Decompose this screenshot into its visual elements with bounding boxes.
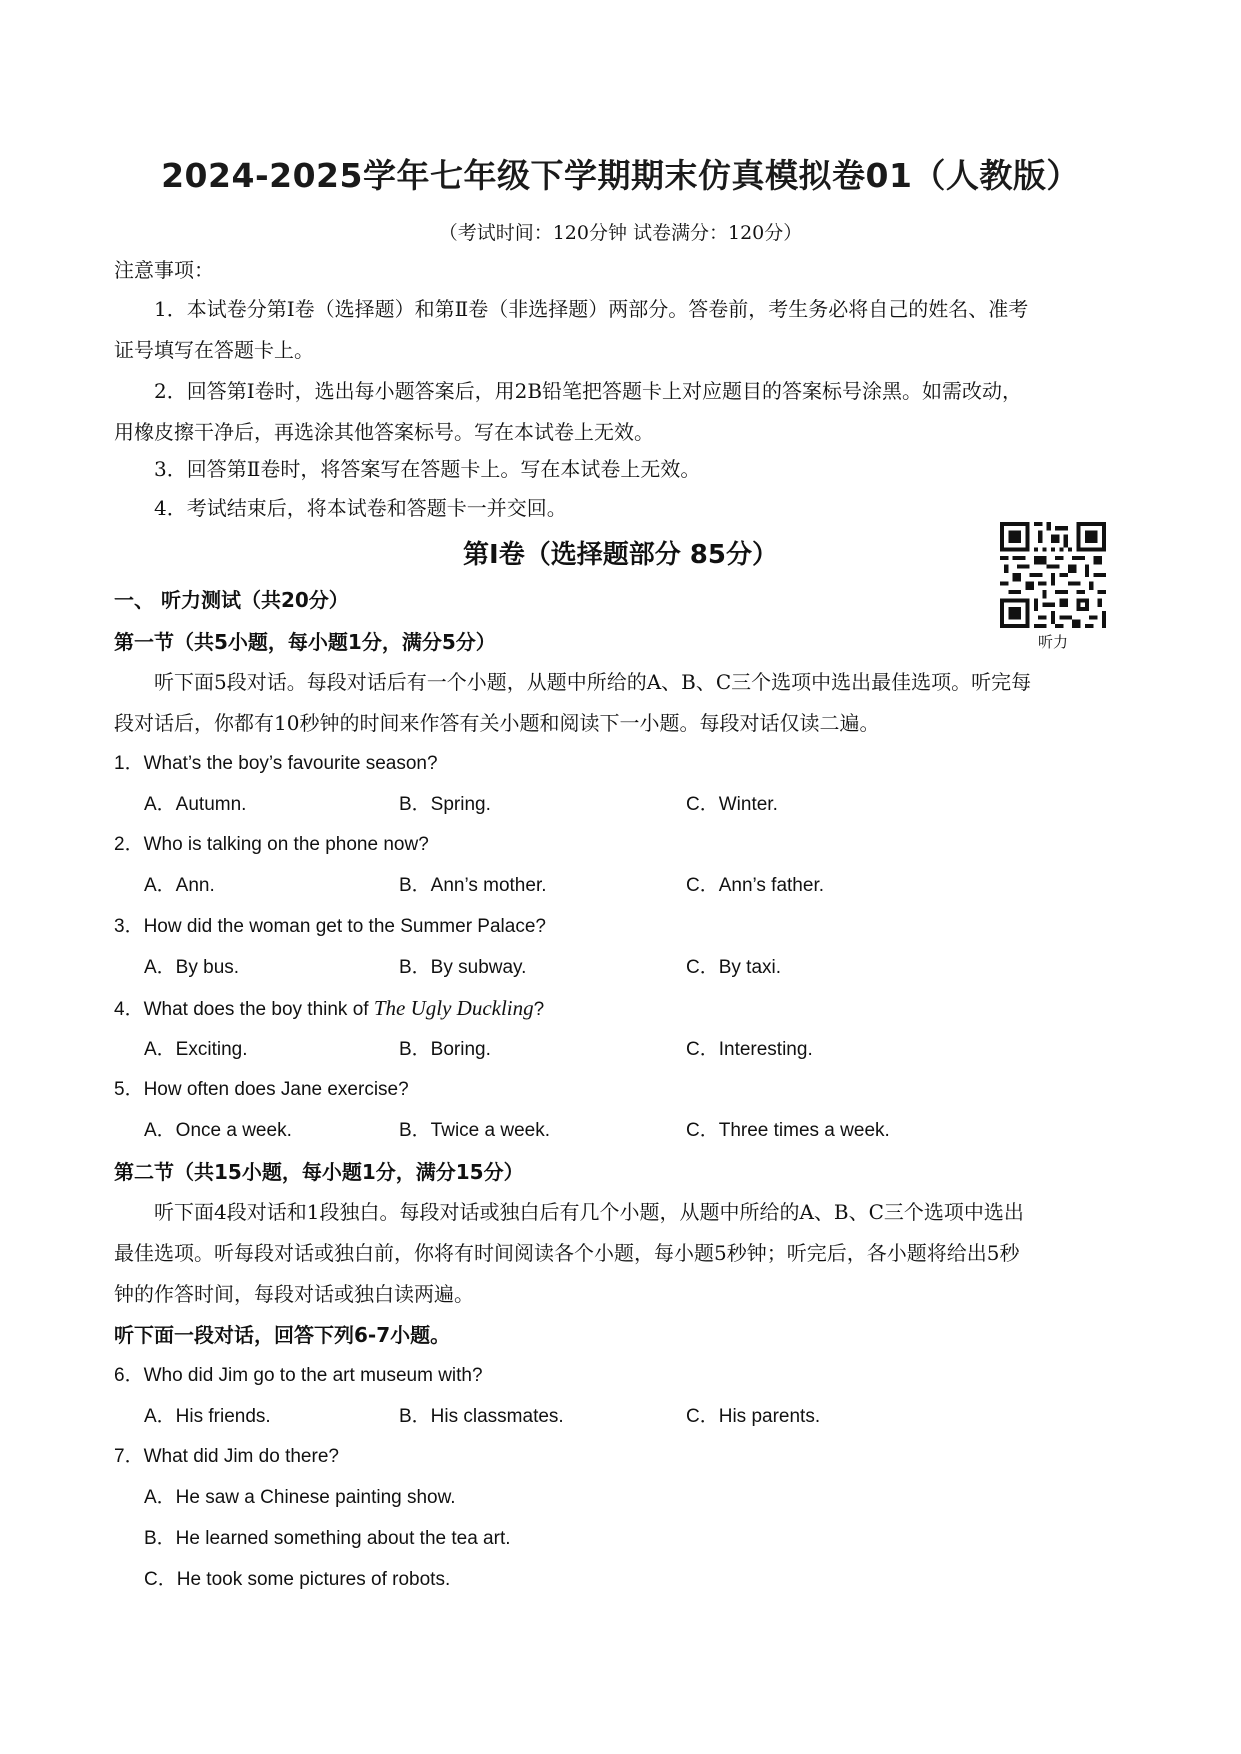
option-a[interactable]: A．Autumn. — [144, 794, 247, 815]
question-6 — [114, 1362, 483, 1390]
question-stem: What did Jim do there? — [143, 1446, 339, 1467]
exam-info: （考试时间：120分钟 试卷满分：120分） — [438, 222, 803, 244]
option-b[interactable]: B．By subway. — [399, 957, 527, 978]
question-number: 6． — [114, 1365, 144, 1386]
option-b[interactable]: B．His classmates. — [399, 1406, 564, 1427]
option-c[interactable]: C．By taxi. — [686, 957, 782, 978]
option-b[interactable]: B．Boring. — [399, 1039, 491, 1060]
option-a[interactable]: A．Once a week. — [144, 1120, 292, 1141]
question-number: 2． — [114, 834, 144, 855]
option-a[interactable]: A．Exciting. — [144, 1039, 248, 1060]
notice-heading: 注意事项： — [114, 258, 214, 282]
sub1-instructions-line1: 听下面5段对话。每段对话后有一个小题，从题中所给的A、B、C三个选项中选出最佳选项。听完每 — [154, 670, 1032, 694]
sub2-instructions-line2: 最佳选项。听每段对话或独白前，你将有时间阅读各个小题，每小题5秒钟；听完后，各小题将给出5秒 — [114, 1241, 1020, 1265]
question-5 — [114, 1076, 409, 1104]
sub1-instructions-line2: 段对话后，你都有10秒钟的时间来作答有关小题和阅读下一小题。每段对话仅读二遍。 — [114, 711, 880, 735]
question-stem-end: ? — [533, 999, 545, 1020]
question-number: 7． — [114, 1446, 144, 1467]
group-heading: 听下面一段对话，回答下列6-7小题。 — [114, 1323, 451, 1347]
sub1-heading: 第一节（共5小题，每小题1分，满分5分） — [114, 630, 496, 654]
question-4 — [114, 994, 544, 1024]
part1-heading: 一、 听力测试（共20分） — [114, 588, 349, 612]
question-stem: How often does Jane exercise? — [143, 1079, 409, 1100]
option-a[interactable]: A．Ann. — [144, 875, 215, 896]
option-c[interactable]: C．He took some pictures of robots. — [144, 1569, 451, 1590]
question-1 — [114, 750, 438, 778]
question-2 — [114, 831, 429, 859]
notice-item-1-line1: 1．本试卷分第Ⅰ卷（选择题）和第Ⅱ卷（非选择题）两部分。答卷前，考生务必将自己的姓名、准考 — [154, 297, 1029, 321]
option-c[interactable]: C．Winter. — [686, 794, 778, 815]
option-b[interactable]: B．Twice a week. — [399, 1120, 550, 1141]
question-stem: What’s the boy’s favourite season? — [143, 753, 438, 774]
question-stem: Who did Jim go to the art museum with? — [143, 1365, 483, 1386]
sub2-instructions-line1: 听下面4段对话和1段独白。每段对话或独白后有几个小题，从题中所给的A、B、C三个选项中选出 — [154, 1200, 1024, 1224]
notice-item-1-line2: 证号填写在答题卡上。 — [114, 338, 314, 362]
sub2-heading: 第二节（共15小题，每小题1分，满分15分） — [114, 1160, 524, 1184]
question-number: 5． — [114, 1079, 144, 1100]
qr-label: 听力 — [1037, 633, 1068, 651]
option-c[interactable]: C．Interesting. — [686, 1039, 813, 1060]
section-title: 第Ⅰ卷（选择题部分 85分） — [463, 540, 778, 570]
notice-item-4: 4．考试结束后，将本试卷和答题卡一并交回。 — [154, 496, 567, 520]
question-7 — [114, 1443, 339, 1471]
option-c[interactable]: C．His parents. — [686, 1406, 821, 1427]
sub2-instructions-line3: 钟的作答时间，每段对话或独白读两遍。 — [114, 1282, 474, 1306]
notice-item-3: 3．回答第Ⅱ卷时，将答案写在答题卡上。写在本试卷上无效。 — [154, 457, 701, 481]
notice-item-2-line1: 2．回答第Ⅰ卷时，选出每小题答案后，用2B铅笔把答题卡上对应题目的答案标号涂黑。如需改动， — [154, 379, 1023, 403]
question-stem: What does the boy think of — [143, 999, 374, 1020]
question-number: 3． — [114, 916, 144, 937]
option-a[interactable]: A．His friends. — [144, 1406, 271, 1427]
page-title: 2024-2025学年七年级下学期期末仿真模拟卷01（人教版） — [161, 156, 1080, 195]
option-a[interactable]: A．By bus. — [144, 957, 240, 978]
option-b[interactable]: B．He learned something about the tea art. — [144, 1528, 511, 1549]
option-b[interactable]: B．Spring. — [399, 794, 491, 815]
option-b[interactable]: B．Ann’s mother. — [399, 875, 547, 896]
question-number: 4． — [114, 999, 144, 1020]
notice-item-2-line2: 用橡皮擦干净后，再选涂其他答案标号。写在本试卷上无效。 — [114, 420, 654, 444]
option-c[interactable]: C．Three times a week. — [686, 1120, 890, 1141]
question-3 — [114, 913, 546, 941]
book-title: The Ugly Duckling — [373, 996, 534, 1020]
question-stem: Who is talking on the phone now? — [143, 834, 429, 855]
option-c[interactable]: C．Ann’s father. — [686, 875, 825, 896]
question-stem: How did the woman get to the Summer Palace? — [143, 916, 546, 937]
qr-code-icon[interactable] — [1000, 522, 1106, 628]
option-a[interactable]: A．He saw a Chinese painting show. — [144, 1487, 456, 1508]
question-number: 1． — [114, 753, 144, 774]
